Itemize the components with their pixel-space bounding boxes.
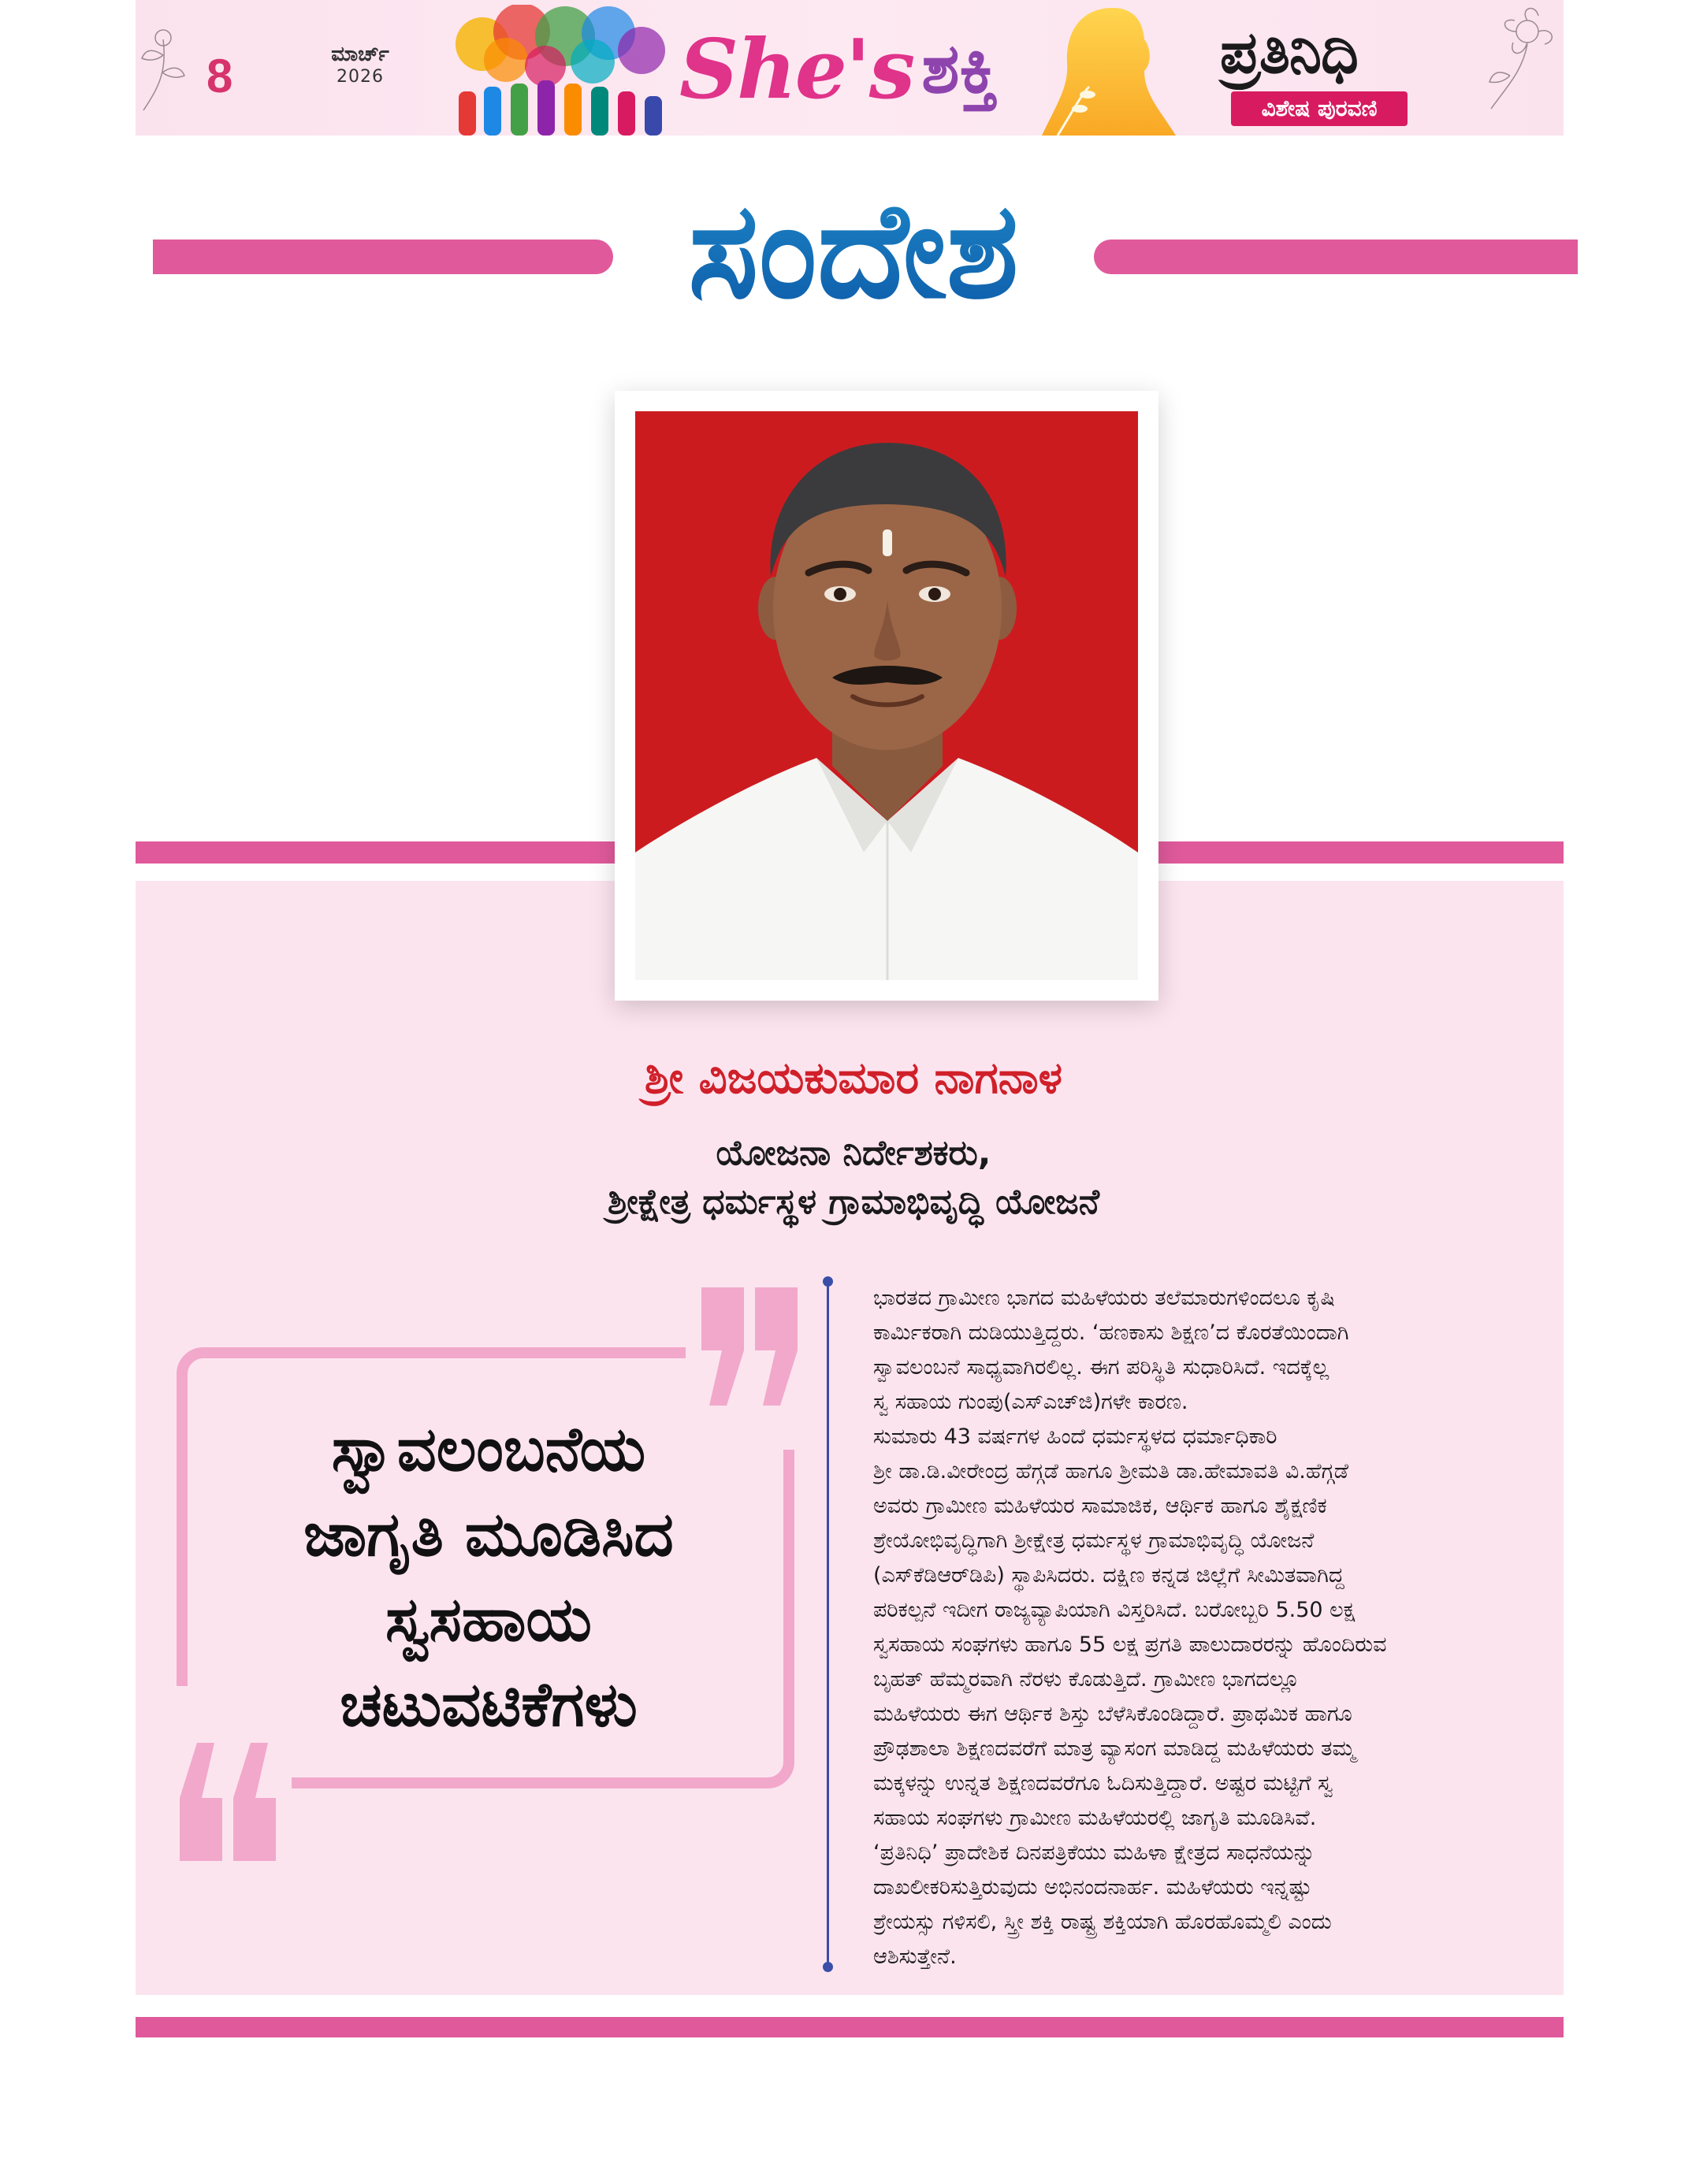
body-line: ದಾಖಲೀಕರಿಸುತ್ತಿರುವುದು ಅಭಿನಂದನಾರ್ಹ. ಮಹಿಳೆಯರು ಇನ್ನಷ್ಟು (873, 1875, 1312, 1900)
pull-quote-text (229, 1407, 749, 1748)
brand-shakti-text: ಶಕ್ತಿ (921, 27, 999, 109)
issue-date (317, 43, 404, 87)
body-line: ಸ್ವ ಸಹಾಯ ಗುಂಪು(ಎಸ್‌ಎಚ್‌ಜಿ)ಗಳೇ ಕಾರಣ. (873, 1390, 1188, 1414)
brand-she-text: She's (679, 20, 914, 117)
body-line: ಶ್ರೇಯೋಭಿವೃದ್ಧಿಗಾಗಿ ಶ್ರೀಕ್ಷೇತ್ರ ಧರ್ಮಸ್ಥಳ ಗ್ರಾಮಾಭಿವೃದ್ಧಿ ಯೋಜನೆ (873, 1528, 1315, 1553)
column-divider (827, 1281, 829, 1967)
pull-quote-line: ಸ್ವಾವಲಂಬನೆಯ (331, 1414, 646, 1485)
body-line: (ಎಸ್‌ಕೆಡಿಆರ್‌ಡಿಪಿ) ಸ್ಥಾಪಿಸಿದರು. ದಕ್ಷಿಣ ಕನ್ನಡ ಜಿಲ್ಲೆಗೆ ಸೀಮಿತವಾಗಿದ್ದ (873, 1563, 1344, 1588)
tree-of-hands-illustration (435, 5, 679, 136)
newspaper-logo: ಪ್ರತಿನಿಧಿ (1220, 19, 1358, 87)
portrait-photo (635, 411, 1138, 980)
body-line: ‘ಪ್ರತಿನಿಧಿ’ ಪ್ರಾದೇಶಿಕ ದಿನಪತ್ರಿಕೆಯು ಮಹಿಳಾ ಕ್ಷೇತ್ರದ ಸಾಧನೆಯನ್ನು (873, 1840, 1315, 1865)
woman-silhouette-illustration (1026, 0, 1184, 136)
body-line: ಶ್ರೇಯಸ್ಸು ಗಳಿಸಲಿ, ಸ್ತ್ರೀ ಶಕ್ತಿ ರಾಷ್ಟ್ರ ಶಕ್ತಿಯಾಗಿ ಹೊರಹೊಮ್ಮಲಿ ಎಂದು (873, 1910, 1332, 1934)
pull-quote-line: ಜಾಗೃತಿ ಮೂಡಿಸಿದ (303, 1499, 674, 1570)
body-line: ಸ್ವಾವಲಂಬನೆ ಸಾಧ್ಯವಾಗಿರಲಿಲ್ಲ. ಈಗ ಪರಿಸ್ಥಿತಿ ಸುಧಾರಿಸಿದೆ. ಇದಕ್ಕೆಲ್ಲ (873, 1355, 1330, 1380)
message-body (873, 1281, 1496, 1974)
divider-dot-bottom (823, 1962, 833, 1972)
page-number: 8 (206, 50, 233, 102)
she-shakti-logo (679, 9, 998, 128)
designation-line-2: ಶ್ರೀಕ್ಷೇತ್ರ ಧರ್ಮಸ್ಥಳ ಗ್ರಾಮಾಭಿವೃದ್ಧಿ ಯೋಜನೆ (608, 1182, 1099, 1222)
person-name: ಶ್ರೀ ವಿಜಯಕುಮಾರ ನಾಗನಾಳ (644, 1053, 1063, 1104)
body-line: ಅವರು ಗ್ರಾಮೀಣ ಮಹಿಳೆಯರ ಸಾಮಾಜಿಕ, ಆರ್ಥಿಕ ಹಾಗೂ ಶೈಕ್ಷಣಿಕ (873, 1494, 1327, 1518)
supplement-badge: ವಿಶೇಷ ಪುರವಣಿ (1231, 91, 1408, 126)
pink-stripe-bottom (136, 2017, 1564, 2037)
designation-line-1: ಯೋಜನಾ ನಿರ್ದೇಶಕರು, (716, 1133, 991, 1173)
page-header (136, 0, 1564, 136)
body-line: ಕಾರ್ಮಿಕರಾಗಿ ದುಡಿಯುತ್ತಿದ್ದರು. ‘ಹಣಕಾಸು ಶಿಕ್ಷಣ’ದ ಕೊರತೆಯಿಂದಾಗಿ (873, 1320, 1349, 1345)
portrait-frame (615, 391, 1158, 1001)
body-line: ಶ್ರೀ ಡಾ.ಡಿ.ವೀರೇಂದ್ರ ಹೆಗ್ಗಡೆ ಹಾಗೂ ಶ್ರೀಮತಿ ಡಾ.ಹೇಮಾವತಿ ವಿ.ಹೆಗ್ಗಡೆ (873, 1459, 1349, 1484)
section-title: ಸಂದೇಶ (613, 172, 1094, 329)
double-quote-open-icon (695, 1287, 805, 1421)
body-line: ಆಶಿಸುತ್ತೇನೆ. (873, 1944, 957, 1969)
body-line: ಬೃಹತ್ ಹೆಮ್ಮರವಾಗಿ ನೆರಳು ಕೊಡುತ್ತಿದೆ. ಗ್ರಾಮೀಣ ಭಾಗದಲ್ಲೂ (873, 1667, 1300, 1692)
pull-quote-line: ಚಟುವಟಿಕೆಗಳು (340, 1670, 638, 1740)
title-bar-right (1094, 240, 1578, 274)
body-line: ಪ್ರೌಢಶಾಲಾ ಶಿಕ್ಷಣದವರೆಗೆ ಮಾತ್ರ ವ್ಯಾಸಂಗ ಮಾಡಿದ್ದ ಮಹಿಳೆಯರು ತಮ್ಮ (873, 1736, 1356, 1761)
issue-month: ಮಾರ್ಚ್ (331, 43, 389, 66)
body-line: ಸಹಾಯ ಸಂಘಗಳು ಗ್ರಾಮೀಣ ಮಹಿಳೆಯರಲ್ಲಿ ಜಾಗೃತಿ ಮೂಡಿಸಿವೆ. (873, 1806, 1317, 1830)
body-line: ಸ್ವಸಹಾಯ ಸಂಘಗಳು ಹಾಗೂ 55 ಲಕ್ಷ ಪ್ರಗತಿ ಪಾಲುದಾರರನ್ನು ಹೊಂದಿರುವ (873, 1632, 1387, 1657)
flower-sketch-left-icon (136, 24, 191, 118)
divider-dot-top (823, 1276, 833, 1287)
body-line: ಭಾರತದ ಗ್ರಾಮೀಣ ಭಾಗದ ಮಹಿಳೆಯರು ತಲೆಮಾರುಗಳಿಂದಲೂ ಕೃಷಿ (873, 1286, 1335, 1310)
issue-year: 2026 (337, 67, 384, 87)
flower-sketch-right-icon (1475, 0, 1564, 110)
body-line: ಮಹಿಳೆಯರು ಈಗ ಆರ್ಥಿಕ ಶಿಸ್ತು ಬೆಳೆಸಿಕೊಂಡಿದ್ದಾರೆ. ಪ್ರಾಥಮಿಕ ಹಾಗೂ (873, 1702, 1352, 1726)
body-line: ಸುಮಾರು 43 ವರ್ಷಗಳ ಹಿಂದೆ ಧರ್ಮಸ್ಥಳದ ಧರ್ಮಾಧಿಕಾರಿ (873, 1424, 1277, 1449)
pull-quote-line: ಸ್ವಸಹಾಯ (385, 1584, 592, 1655)
body-line: ಪರಿಕಲ್ಪನೆ ಇದೀಗ ರಾಜ್ಯವ್ಯಾಪಿಯಾಗಿ ವಿಸ್ತರಿಸಿದೆ. ಬರೋಬ್ಬರಿ 5.50 ಲಕ್ಷ (873, 1598, 1356, 1622)
body-line: ಮಕ್ಕಳನ್ನು ಉನ್ನತ ಶಿಕ್ಷಣದವರೆಗೂ ಓದಿಸುತ್ತಿದ್ದಾರೆ. ಅಷ್ಟರ ಮಟ್ಟಿಗೆ ಸ್ವ (873, 1771, 1333, 1796)
title-bar-left (153, 240, 613, 274)
